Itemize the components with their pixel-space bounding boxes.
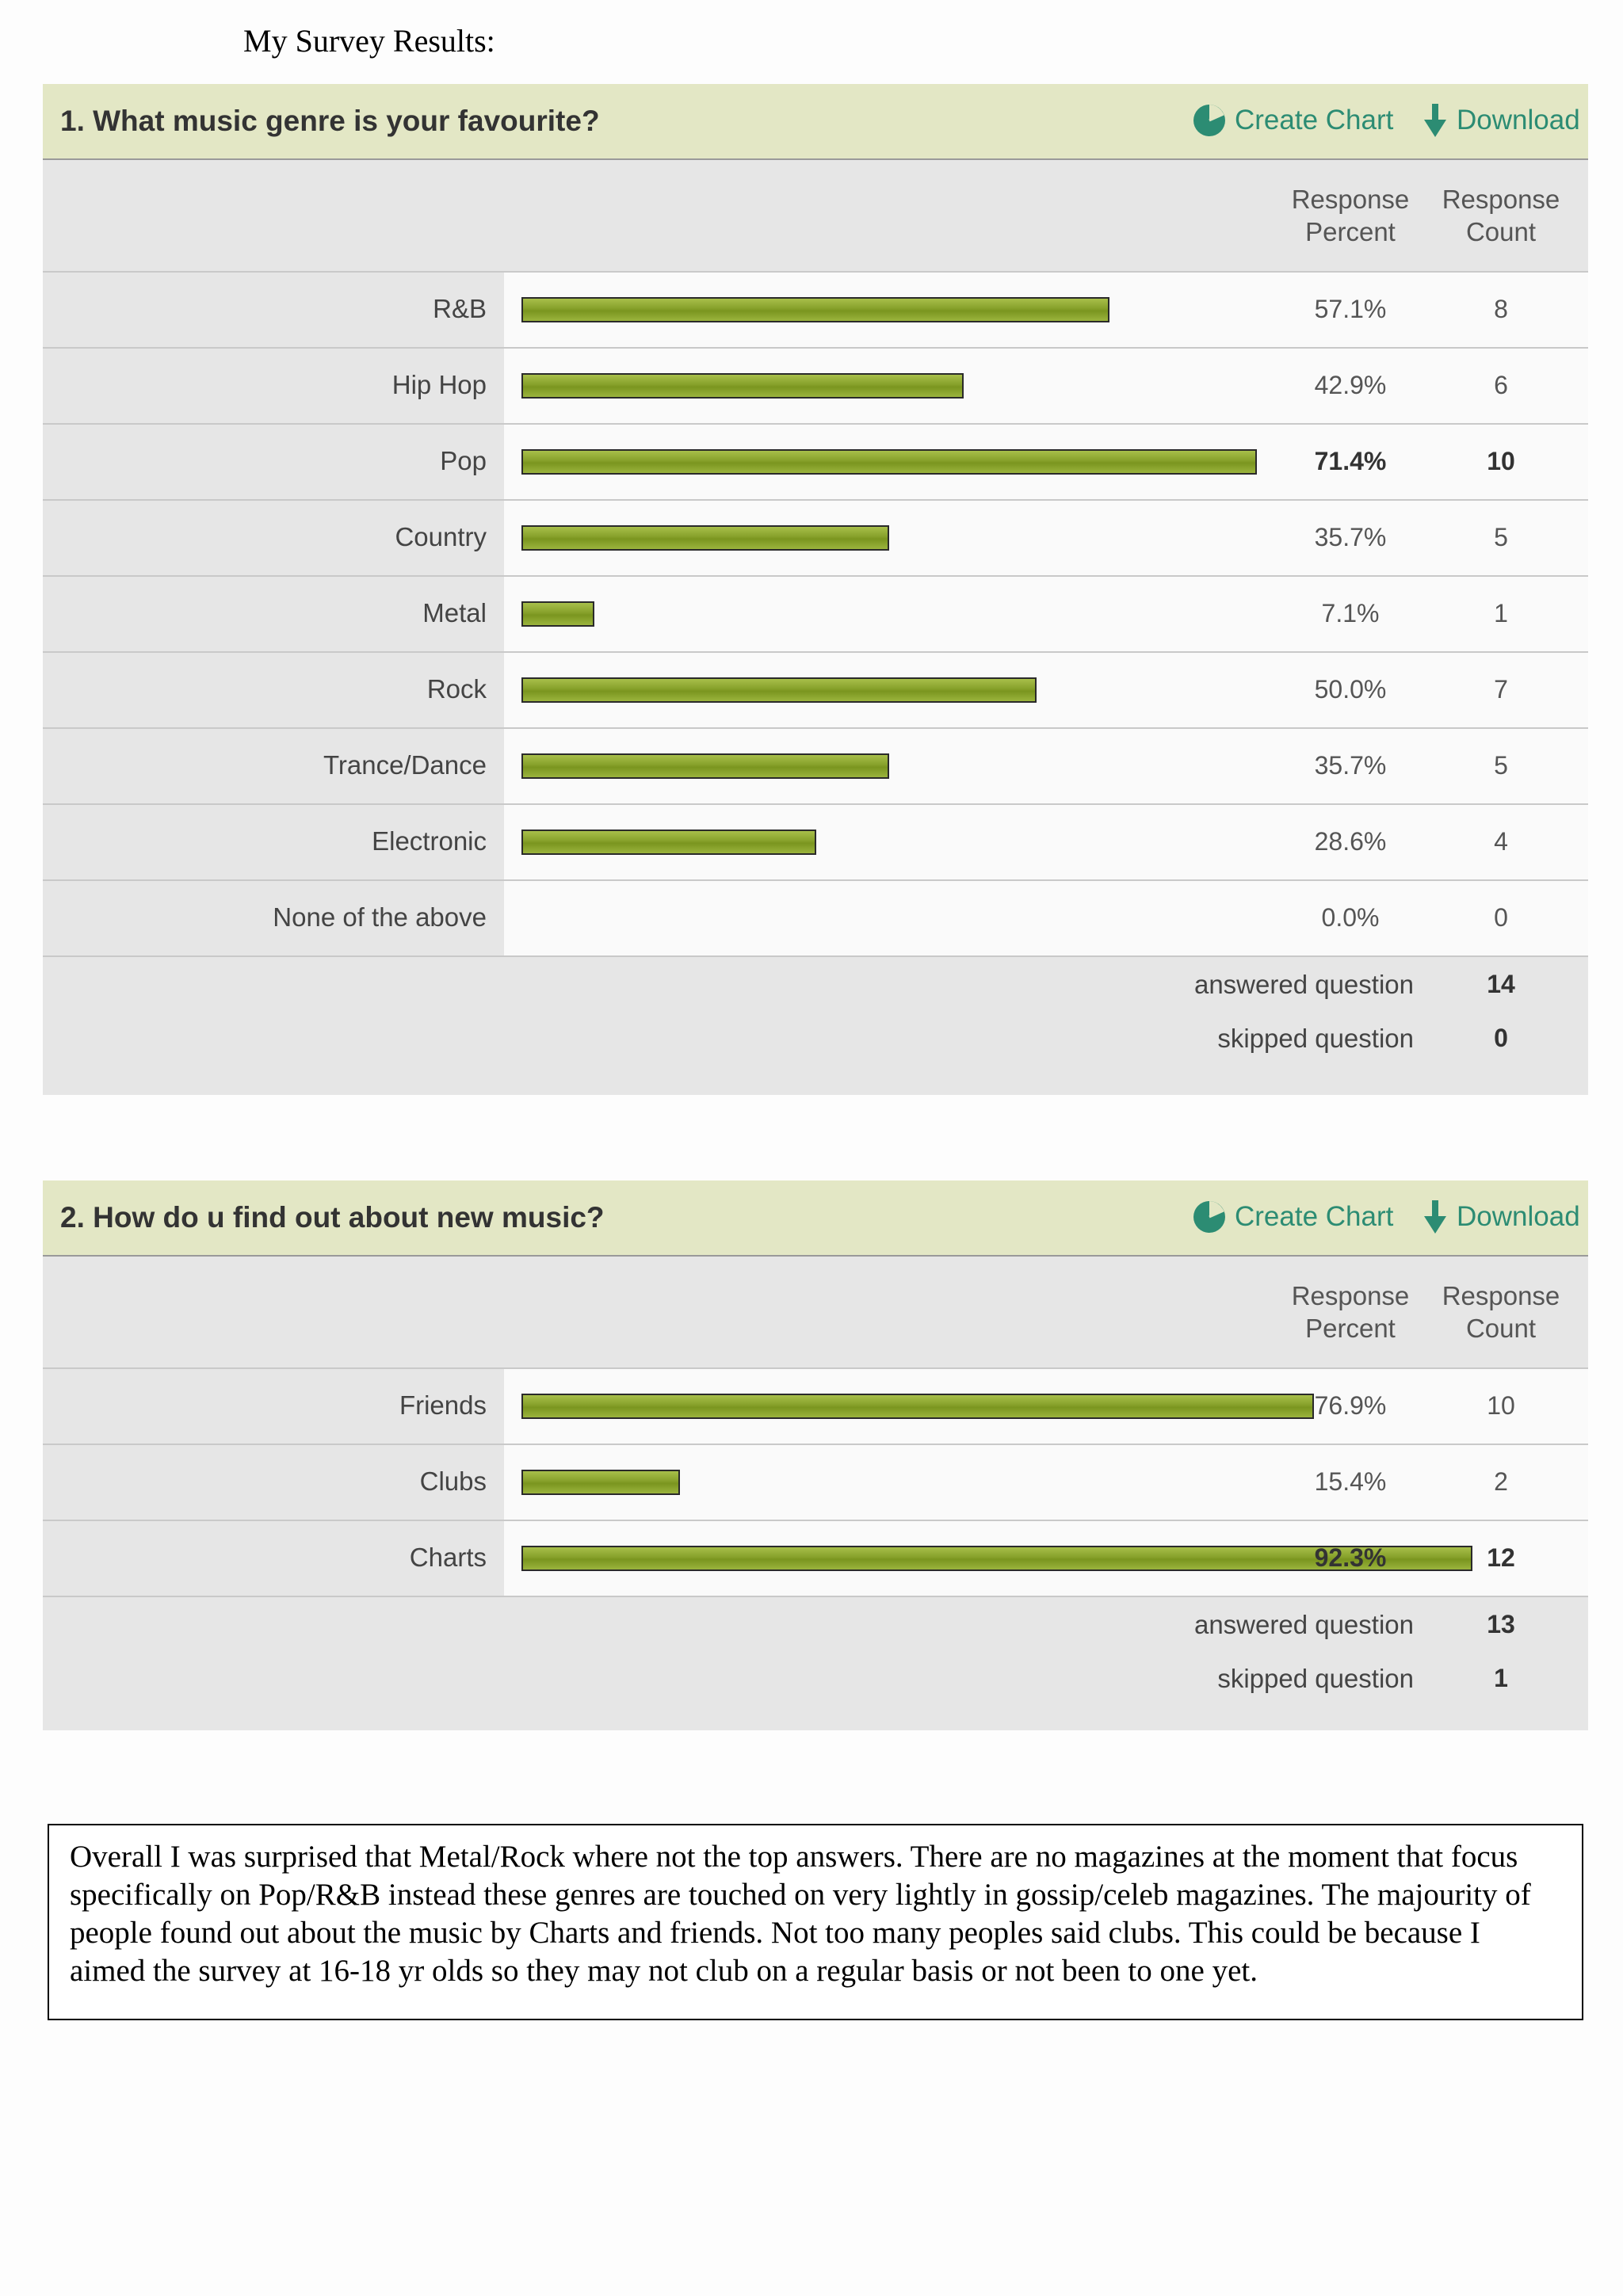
response-bar [521,1470,680,1495]
question-header [43,84,1588,160]
answer-row [43,803,1588,879]
response-count: 2 [1494,1467,1508,1496]
bar-cell [504,805,1588,879]
response-count-header: Response Count [1442,1281,1560,1343]
answered-label: answered question [1193,1610,1414,1639]
response-percent: 7.1% [1321,599,1380,627]
bar-cell [504,425,1588,499]
pie-chart-icon [1192,1199,1227,1234]
question-header [43,1180,1588,1257]
question-title: 1. What music genre is your favourite? [60,105,600,137]
response-percent: 0.0% [1321,903,1380,932]
skipped-count: 1 [1494,1664,1508,1692]
answer-label: Charts [409,1543,487,1572]
answer-row [43,575,1588,651]
response-count: 6 [1494,371,1508,399]
answer-row [43,499,1588,575]
answer-row [43,879,1588,955]
response-bar [521,753,889,779]
answer-label: Clubs [419,1466,487,1496]
answer-row [43,1367,1588,1444]
skipped-label: skipped question [1217,1664,1414,1693]
response-count: 1 [1494,599,1508,627]
response-summary [43,1596,1588,1708]
response-rows [43,271,1588,955]
response-bar [521,677,1037,703]
answered-count: 13 [1487,1610,1515,1638]
answer-label: Pop [440,446,487,475]
response-percent-header: Response Percent [1291,185,1410,246]
response-percent: 71.4% [1314,447,1387,475]
download-button[interactable] [1422,101,1580,139]
response-percent: 42.9% [1314,371,1387,399]
create-chart-button[interactable] [1192,101,1393,139]
response-percent: 50.0% [1314,675,1387,704]
response-summary [43,955,1588,1068]
survey-question-1 [43,84,1588,1095]
pie-chart-icon [1192,103,1227,138]
response-count: 4 [1494,827,1508,856]
response-bar [521,601,594,627]
answer-label: None of the above [273,902,487,932]
survey-question-2 [43,1180,1588,1730]
answer-row [43,651,1588,727]
bar-cell [504,349,1588,423]
response-bar [521,525,889,551]
response-percent: 35.7% [1314,523,1387,551]
response-percent-header: Response Percent [1291,1281,1410,1343]
skipped-row [43,1654,1588,1708]
skipped-label: skipped question [1217,1024,1414,1053]
question-title: 2. How do u find out about new music? [60,1201,605,1234]
response-bar [521,830,816,855]
answer-label: R&B [433,294,487,323]
download-label: Download [1457,1201,1580,1232]
bar-cell [504,1445,1588,1520]
download-label: Download [1457,105,1580,135]
answered-row [43,1600,1588,1654]
response-rows [43,1367,1588,1596]
answer-label: Friends [399,1390,487,1420]
bar-cell [504,1369,1588,1444]
response-percent: 35.7% [1314,751,1387,780]
answer-label: Hip Hop [391,370,487,399]
answer-label: Metal [422,598,487,627]
response-count: 7 [1494,675,1508,704]
answer-label: Rock [426,674,487,704]
response-bar [521,1394,1314,1419]
answer-row [43,1520,1588,1596]
response-bar [521,449,1257,475]
response-count: 0 [1494,903,1508,932]
answer-label: Country [395,522,487,551]
response-percent: 76.9% [1314,1391,1387,1420]
bar-cell [504,273,1588,347]
response-percent: 57.1% [1314,295,1387,323]
comment-box: Overall I was surprised that Metal/Rock where not the top answers. There are no magazines at the moment that focus specifically on Pop/R&B instead these genres are touched on very lightly in gossip/celeb magazines. The majourity of people found out about the music by Charts and friends. Not too many peoples said clubs. This could be because I aimed the survey at 16-18 yr olds so they may not club on a regular basis or not been to one yet. [48,1824,1583,2020]
response-count: 8 [1494,295,1508,323]
skipped-row [43,1014,1588,1068]
response-bar [521,297,1109,322]
skipped-count: 0 [1494,1024,1508,1052]
answered-label: answered question [1193,970,1414,999]
create-chart-label: Create Chart [1235,105,1394,135]
bar-cell [504,1521,1588,1596]
answered-row [43,960,1588,1014]
answer-row [43,1444,1588,1520]
download-arrow-icon [1422,102,1449,139]
response-count: 10 [1487,447,1515,475]
bar-cell [504,501,1588,575]
response-percent: 15.4% [1314,1467,1387,1496]
response-percent: 28.6% [1314,827,1387,856]
bar-cell [504,653,1588,727]
response-count: 5 [1494,751,1508,780]
download-button[interactable] [1422,1198,1580,1236]
create-chart-label: Create Chart [1235,1201,1394,1232]
response-count: 5 [1494,523,1508,551]
answer-label: Trance/Dance [323,750,487,780]
bar-cell [504,729,1588,803]
answer-row [43,271,1588,347]
answer-row [43,423,1588,499]
create-chart-button[interactable] [1192,1198,1393,1236]
response-count-header: Response Count [1442,185,1560,246]
answer-label: Electronic [372,826,487,856]
response-bar [521,373,964,399]
response-count: 10 [1487,1391,1515,1420]
answer-row [43,727,1588,803]
answer-row [43,347,1588,423]
page-title: My Survey Results: [243,23,495,59]
response-count: 12 [1487,1543,1515,1572]
response-percent: 92.3% [1314,1543,1387,1572]
bar-cell [504,881,1588,955]
bar-cell [504,577,1588,651]
download-arrow-icon [1422,1199,1449,1235]
answered-count: 14 [1487,970,1515,998]
